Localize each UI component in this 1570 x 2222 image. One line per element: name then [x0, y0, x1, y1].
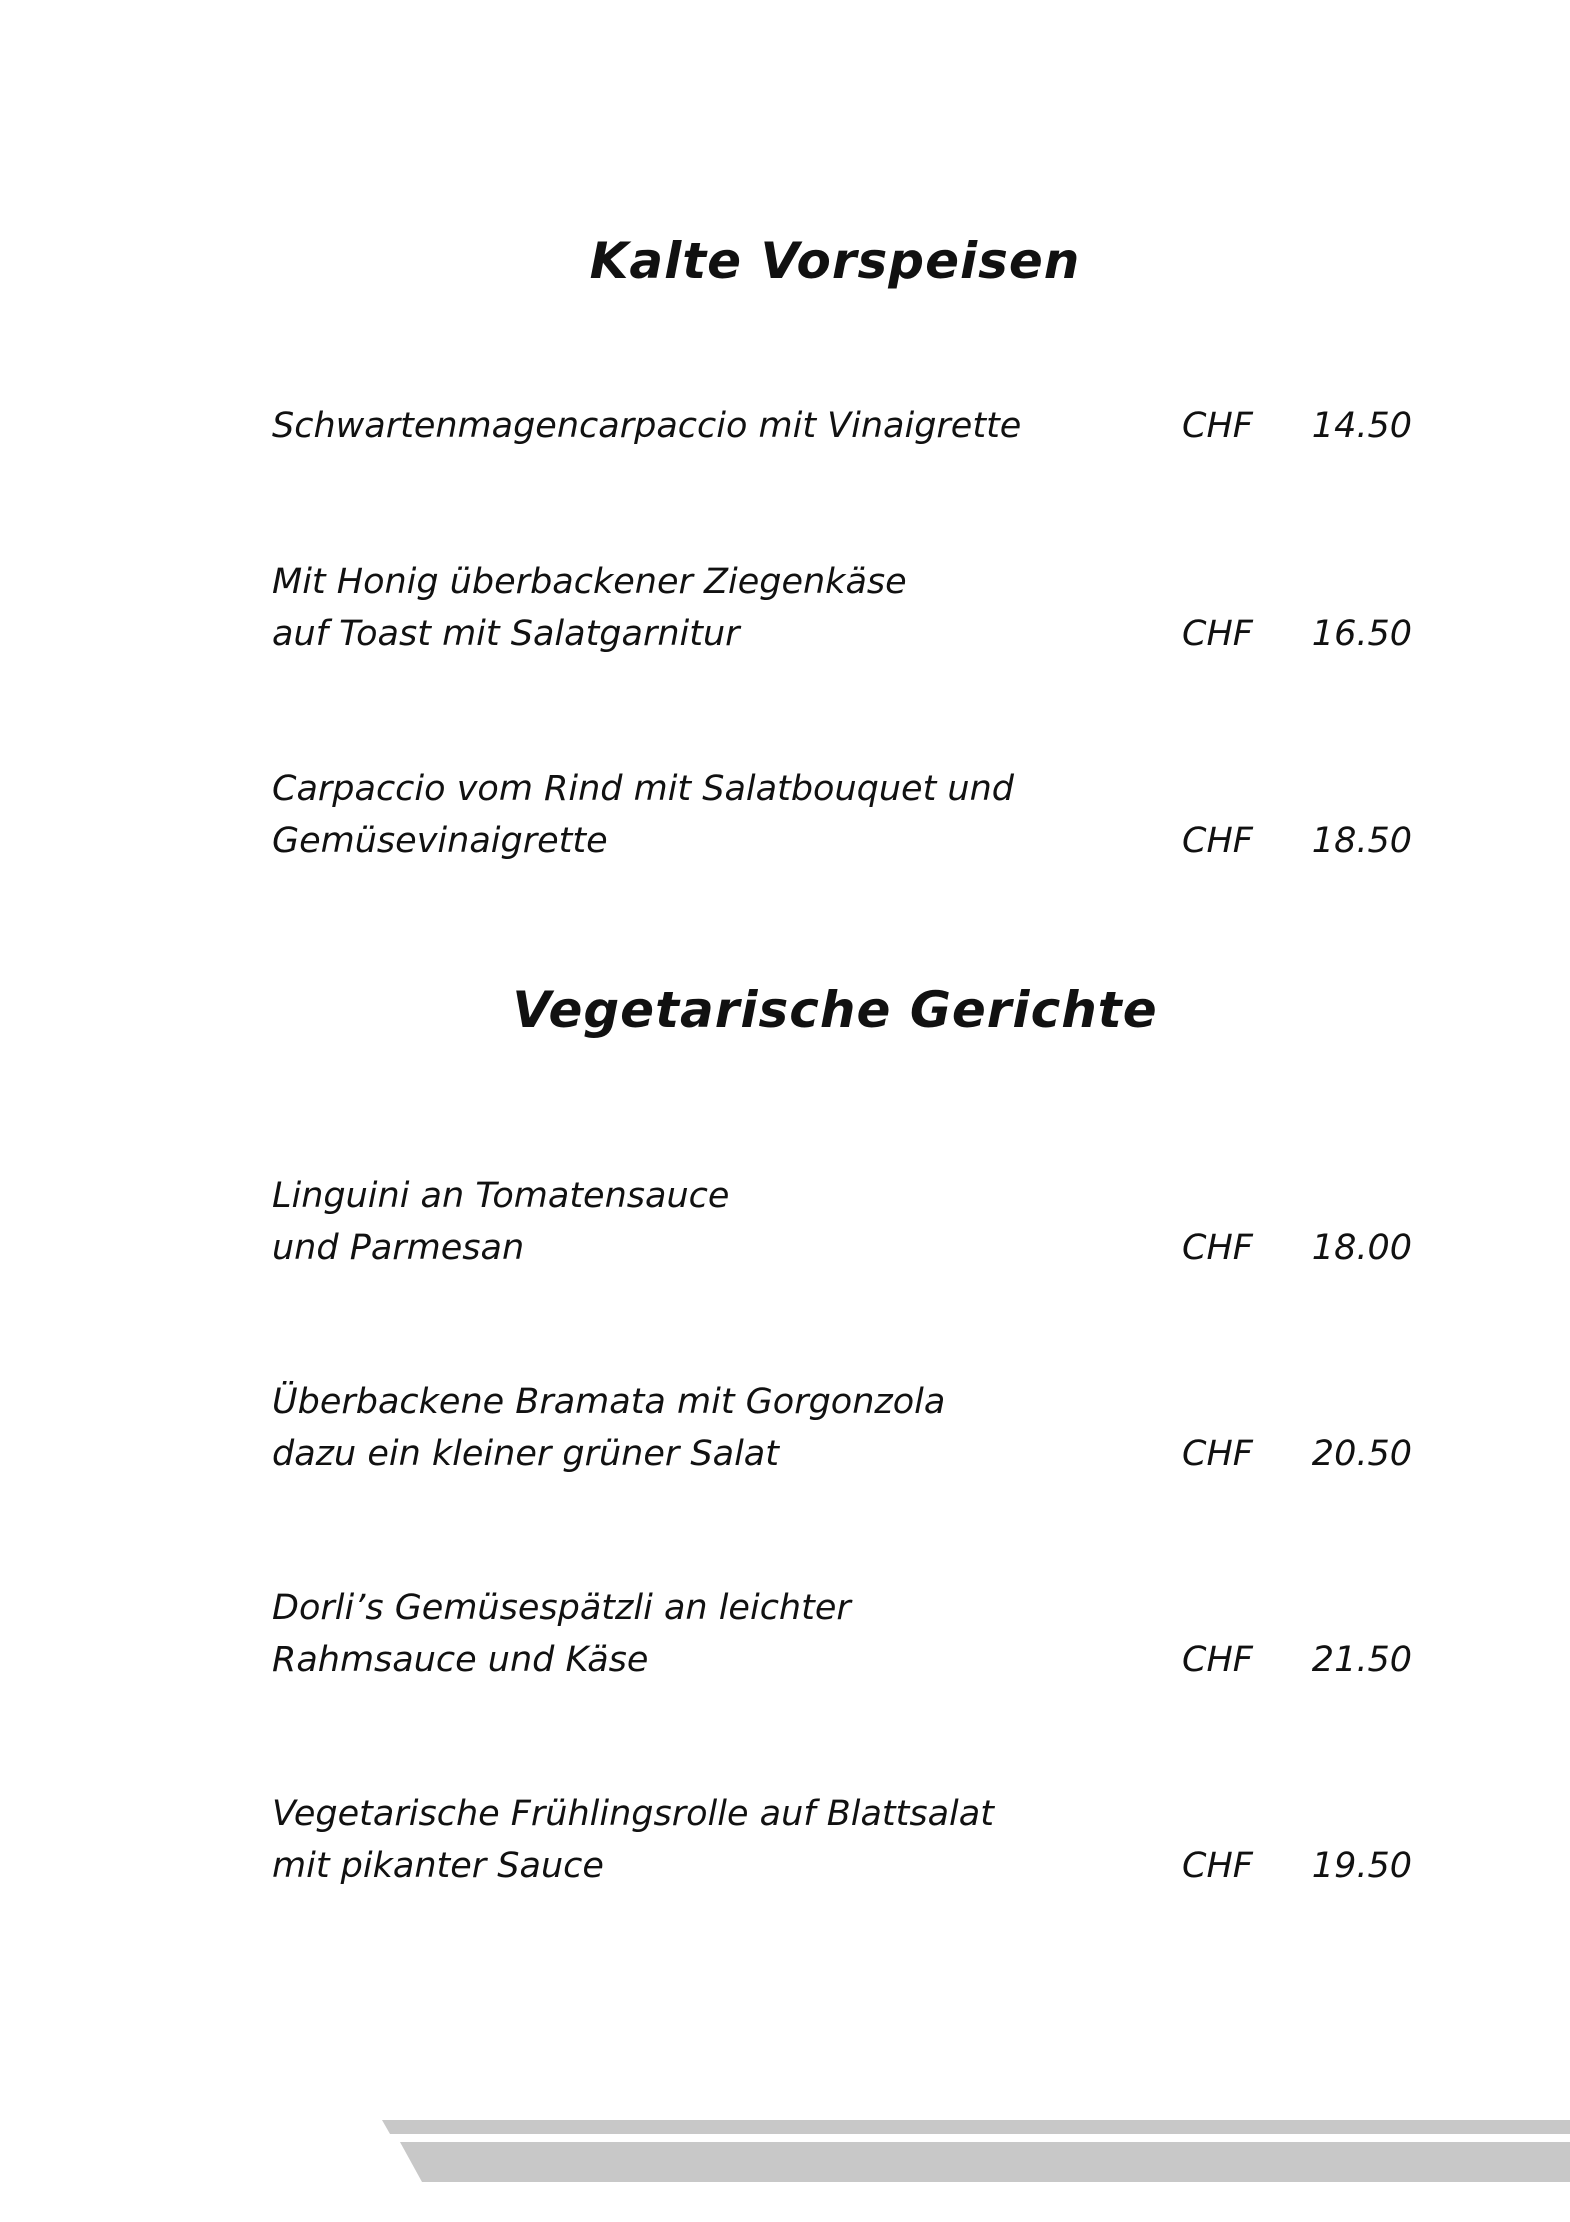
price-currency: CHF — [1182, 1640, 1253, 1680]
item-description-line: auf Toast mit Salatgarnitur — [272, 614, 740, 654]
item-description-line: Gemüsevinaigrette — [272, 821, 608, 861]
price-currency: CHF — [1182, 406, 1253, 446]
item-description-line: Vegetarische Frühlingsrolle auf Blattsalat — [272, 1794, 994, 1834]
price-amount: 14.50 — [1311, 406, 1412, 446]
item-description-line: Schwartenmagencarpaccio mit Vinaigrette — [272, 406, 1022, 446]
price-currency: CHF — [1182, 1228, 1253, 1268]
footer-stripe-thin — [382, 2120, 1570, 2134]
price-amount: 18.00 — [1311, 1228, 1412, 1268]
price-amount: 18.50 — [1311, 821, 1412, 861]
price-amount: 21.50 — [1311, 1640, 1412, 1680]
item-description-line: Dorli’s Gemüsespätzli an leichter — [272, 1588, 851, 1628]
price-amount: 19.50 — [1311, 1846, 1412, 1886]
item-description-line: Linguini an Tomatensauce — [272, 1176, 730, 1216]
price-currency: CHF — [1182, 614, 1253, 654]
price-currency: CHF — [1182, 1434, 1253, 1474]
item-description-line: Überbackene Bramata mit Gorgonzola — [272, 1382, 946, 1422]
item-description-line: dazu ein kleiner grüner Salat — [272, 1434, 779, 1474]
section-title-kalte-vorspeisen: Kalte Vorspeisen — [589, 232, 1081, 290]
item-description-line: Rahmsauce und Käse — [272, 1640, 649, 1680]
item-description-line: Carpaccio vom Rind mit Salatbouquet und — [272, 769, 1015, 809]
price-amount: 20.50 — [1311, 1434, 1412, 1474]
price-currency: CHF — [1182, 1846, 1253, 1886]
item-description-line: mit pikanter Sauce — [272, 1846, 604, 1886]
item-description-line: und Parmesan — [272, 1228, 525, 1268]
price-amount: 16.50 — [1311, 614, 1412, 654]
section-title-vegetarische-gerichte: Vegetarische Gerichte — [512, 981, 1158, 1039]
item-description-line: Mit Honig überbackener Ziegenkäse — [272, 562, 907, 602]
price-currency: CHF — [1182, 821, 1253, 861]
footer-stripe-wide — [400, 2142, 1570, 2182]
